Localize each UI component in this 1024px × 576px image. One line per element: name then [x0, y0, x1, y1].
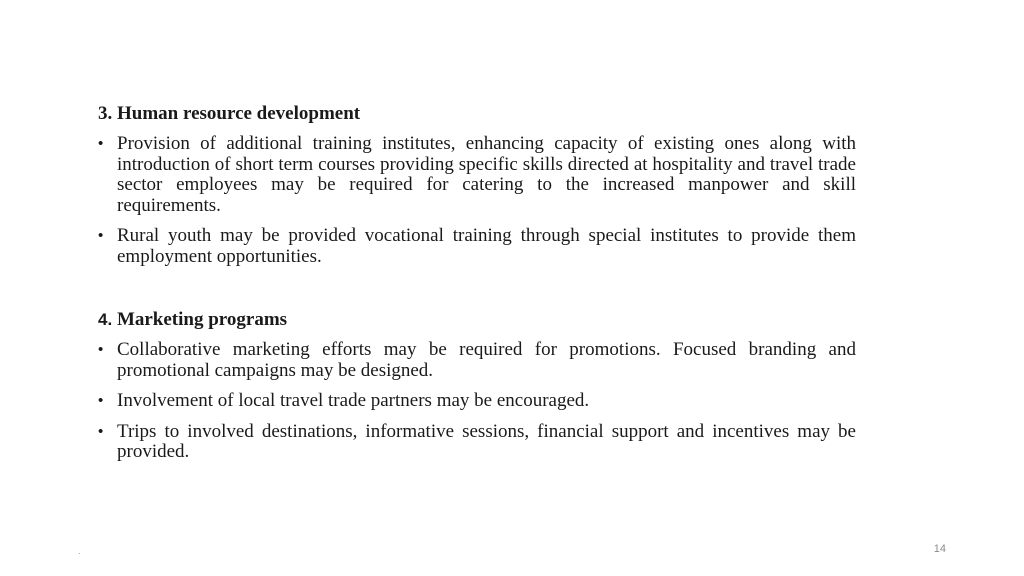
section-human-resource-development: [98, 103, 856, 267]
bullet-icon: •: [98, 422, 104, 440]
section-spacer: [98, 277, 856, 309]
footer-mark: .: [78, 546, 81, 556]
section-marketing-programs: [98, 309, 856, 463]
list-item-text: Trips to involved destinations, informative sessions, financial support and incentives may be provided.: [117, 420, 856, 462]
bullet-list: [98, 340, 856, 463]
bullet-icon: •: [98, 227, 104, 244]
list-item-text: Provision of additional training institutes, enhancing capacity of existing ones along with introduction of short term courses providing specific skills directed at hospitality and travel trade sector employees may be required for catering to the increased manpower and skill requirements.: [117, 133, 856, 216]
section-number: 4.: [98, 310, 113, 329]
slide-body: [98, 103, 856, 473]
list-item-text: Involvement of local travel trade partners may be encouraged.: [117, 390, 590, 411]
list-item: [98, 226, 856, 267]
list-item-text: Rural youth may be provided vocational training through special institutes to provide them employment opportunities.: [117, 225, 856, 267]
section-title: Human resource development: [117, 103, 361, 124]
list-item-text: Collaborative marketing efforts may be required for promotions. Focused branding and promotional campaigns may be designed.: [117, 339, 856, 381]
list-item: [98, 422, 856, 463]
section-heading: [98, 309, 856, 331]
list-item: [98, 391, 856, 412]
list-item: [98, 134, 856, 216]
list-item: [98, 340, 856, 381]
bullet-icon: •: [98, 135, 104, 152]
bullet-icon: •: [98, 341, 104, 358]
bullet-icon: •: [98, 392, 104, 409]
section-title: Marketing programs: [116, 309, 288, 330]
page-number: 14: [933, 543, 946, 555]
bullet-list: [98, 134, 856, 267]
section-heading: [98, 103, 856, 125]
section-number: 3.: [98, 103, 113, 124]
